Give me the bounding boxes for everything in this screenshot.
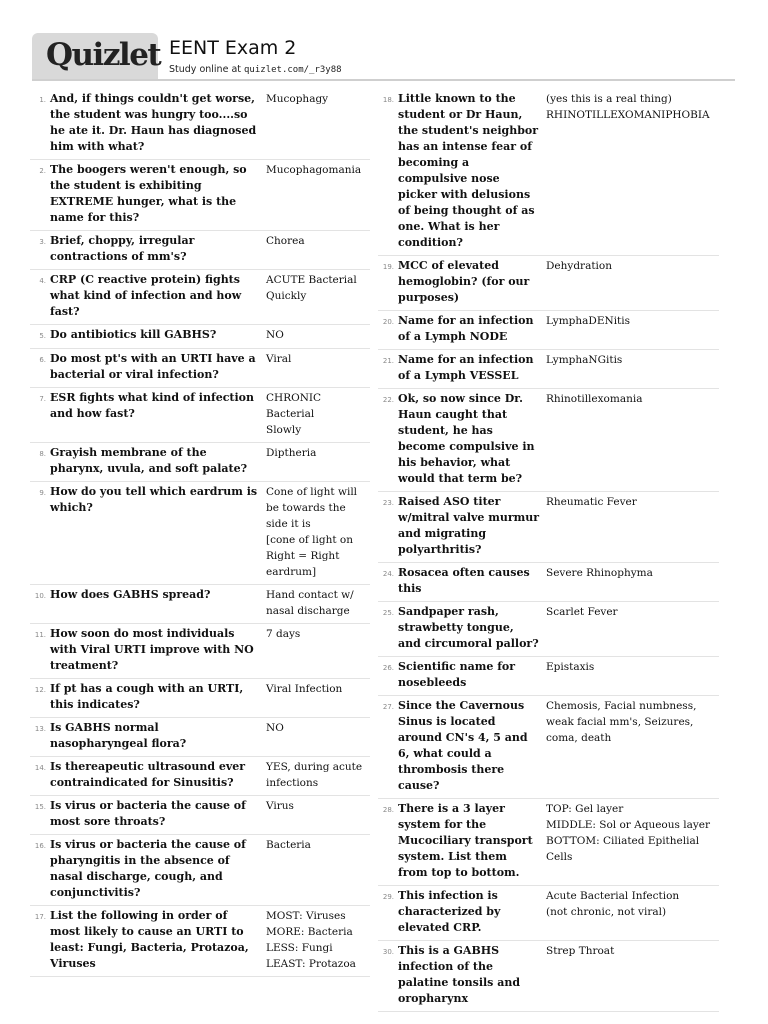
card-definition: NO	[266, 329, 284, 341]
page-header	[32, 33, 735, 80]
card-term: This infection is characterized by elevated CRP.	[398, 889, 501, 934]
card-term: This is a GABHS infection of the palatine tonsils and oropharynx	[398, 944, 521, 1005]
card-term: Grayish membrane of the pharynx, uvula, and soft palate?	[50, 446, 248, 475]
flashcard-row	[30, 757, 370, 796]
header-divider	[32, 79, 735, 81]
card-number: 6.	[39, 356, 46, 364]
card-number: 17.	[34, 913, 46, 921]
card-number: 18.	[382, 96, 394, 104]
flashcard-row	[378, 492, 719, 563]
quizlet-logo[interactable]	[32, 33, 161, 80]
flashcard-row	[30, 325, 370, 349]
card-definition: Diptheria	[266, 447, 317, 459]
card-number: 25.	[382, 609, 394, 617]
card-definition: Mucophagomania	[266, 164, 362, 176]
card-term: Brief, choppy, irregular contractions of mm's?	[50, 234, 195, 263]
card-definition: Scarlet Fever	[546, 606, 618, 618]
card-number: 4.	[39, 277, 46, 285]
card-definition: Chemosis, Facial numbness, weak facial mm's, Seizures, coma, death	[546, 700, 697, 744]
card-number: 26.	[382, 664, 394, 672]
card-number: 7.	[39, 395, 46, 403]
card-number: 12.	[34, 686, 46, 694]
flashcard-row	[30, 482, 370, 585]
card-definition: Epistaxis	[546, 661, 595, 673]
card-definition: Bacteria	[266, 839, 311, 851]
card-term: Name for an infection of a Lymph NODE	[398, 314, 534, 343]
card-definition: TOP: Gel layer MIDDLE: Sol or Aqueous layer BOTTOM: Ciliated Epithelial Cells	[546, 803, 711, 863]
card-term: Is GABHS normal nasopharyngeal flora?	[50, 721, 187, 750]
card-number: 16.	[34, 842, 46, 850]
card-definition: ACUTE Bacterial Quickly	[266, 274, 357, 302]
card-number: 11.	[34, 631, 46, 639]
card-definition: MOST: Viruses MORE: Bacteria LESS: Fungi LEAST: Protazoa	[266, 910, 356, 970]
card-number: 10.	[34, 592, 46, 600]
card-definition: YES, during acute infections	[266, 761, 363, 789]
card-term: Since the Cavernous Sinus is located around CN's 4, 5 and 6, what could a thrombosis there cause?	[398, 699, 528, 792]
flashcard-row	[378, 389, 719, 492]
card-definition: Virus	[266, 800, 294, 812]
flashcard-row	[30, 796, 370, 835]
flashcard-row	[30, 679, 370, 718]
flashcard-row	[30, 270, 370, 325]
card-definition: Viral	[266, 353, 292, 365]
flashcard-row	[30, 89, 370, 160]
card-definition: NO	[266, 722, 284, 734]
card-term: How do you tell which eardrum is which?	[50, 485, 258, 514]
card-number: 20.	[382, 318, 394, 326]
flashcard-row	[378, 563, 719, 602]
card-term: There is a 3 layer system for the Mucociliary transport system. List them from top to bottom.	[398, 802, 533, 879]
card-definition: Mucophagy	[266, 93, 329, 105]
flashcard-row	[378, 350, 719, 389]
card-term: If pt has a cough with an URTI, this indicates?	[50, 682, 244, 711]
flashcard-row	[30, 443, 370, 482]
right-card-column	[378, 89, 719, 1012]
card-definition: Chorea	[266, 235, 305, 247]
card-definition: Viral Infection	[266, 683, 343, 695]
card-definition: Rheumatic Fever	[546, 496, 637, 508]
card-number: 13.	[34, 725, 46, 733]
card-number: 23.	[382, 499, 394, 507]
card-number: 9.	[39, 489, 46, 497]
card-definition: Rhinotillexomania	[546, 393, 643, 405]
study-online-link[interactable]: quizlet.com/_r3y88	[244, 65, 342, 75]
card-number: 14.	[34, 764, 46, 772]
card-definition: Acute Bacterial Infection (not chronic, not viral)	[546, 890, 680, 918]
card-number: 2.	[39, 167, 46, 175]
card-number: 5.	[39, 332, 46, 340]
card-definition: Severe Rhinophyma	[546, 567, 653, 579]
card-number: 22.	[382, 396, 394, 404]
card-term: MCC of elevated hemoglobin? (for our purposes)	[398, 259, 530, 304]
flashcard-row	[30, 231, 370, 270]
flashcard-row	[378, 941, 719, 1012]
card-term: Raised ASO titer w/mitral valve murmur and migrating polyarthritis?	[398, 495, 540, 556]
card-definition: CHRONIC Bacterial Slowly	[266, 392, 322, 436]
card-definition: Strep Throat	[546, 945, 615, 957]
card-definition: Dehydration	[546, 260, 612, 272]
flashcard-row	[30, 718, 370, 757]
card-term: The boogers weren't enough, so the student is exhibiting EXTREME hunger, what is the name for this?	[50, 163, 247, 224]
flashcard-row	[30, 160, 370, 231]
card-term: How soon do most individuals with Viral URTI improve with NO treatment?	[50, 627, 254, 672]
page-title: EENT Exam 2	[169, 37, 297, 59]
flashcard-row	[378, 799, 719, 886]
card-term: Do antibiotics kill GABHS?	[50, 328, 217, 341]
card-term: Is virus or bacteria the cause of most sore throats?	[50, 799, 246, 828]
flashcard-row	[378, 256, 719, 311]
card-definition: LymphaDENitis	[546, 315, 631, 327]
card-term: Name for an infection of a Lymph VESSEL	[398, 353, 534, 382]
card-term: Ok, so now since Dr. Haun caught that student, he has become compulsive in his behavior, what would that term be?	[398, 392, 535, 485]
flashcard-row	[378, 657, 719, 696]
card-number: 24.	[382, 570, 394, 578]
flashcard-row	[378, 602, 719, 657]
logo-text: Quizlet	[46, 37, 161, 73]
flashcard-row	[30, 349, 370, 388]
card-definition: Cone of light will be towards the side it is [cone of light on Right = Right eardrum]	[266, 486, 358, 578]
card-definition: 7 days	[266, 628, 301, 640]
flashcard-row	[30, 585, 370, 624]
card-term: List the following in order of most likely to cause an URTI to least: Fungi, Bacteria, Protazoa, Viruses	[50, 909, 249, 970]
card-term: CRP (C reactive protein) fights what kind of infection and how fast?	[50, 273, 242, 318]
card-term: And, if things couldn't get worse, the student was hungry too....so he ate it. Dr. Haun has diagnosed him with what?	[50, 92, 257, 153]
card-definition: (yes this is a real thing) RHINOTILLEXOMANIPHOBIA	[546, 93, 710, 121]
card-term: Do most pt's with an URTI have a bacterial or viral infection?	[50, 352, 256, 381]
card-number: 29.	[382, 893, 394, 901]
card-number: 28.	[382, 806, 394, 814]
card-number: 8.	[39, 450, 46, 458]
flashcard-row	[30, 906, 370, 977]
flashcard-row	[378, 696, 719, 799]
flashcard-row	[30, 624, 370, 679]
study-online-line	[169, 64, 342, 75]
card-term: Sandpaper rash, strawbetty tongue, and circumoral pallor?	[398, 605, 539, 650]
card-number: 15.	[34, 803, 46, 811]
card-number: 21.	[382, 357, 394, 365]
flashcard-row	[378, 89, 719, 256]
card-term: ESR fights what kind of infection and how fast?	[50, 391, 255, 420]
card-term: Rosacea often causes this	[398, 566, 530, 595]
card-definition: LymphaNGitis	[546, 354, 623, 366]
card-definition: Hand contact w/ nasal discharge	[266, 589, 354, 617]
left-card-column	[30, 89, 370, 977]
flashcard-row	[378, 311, 719, 350]
flashcard-row	[30, 835, 370, 906]
card-number: 19.	[382, 263, 394, 271]
card-number: 1.	[39, 96, 46, 104]
card-term: How does GABHS spread?	[50, 588, 211, 601]
flashcard-row	[30, 388, 370, 443]
study-online-label: Study online at	[169, 64, 245, 75]
card-number: 30.	[382, 948, 394, 956]
card-number: 3.	[39, 238, 46, 246]
card-term: Is virus or bacteria the cause of pharyngitis in the absence of nasal discharge, cough, and conjunctivitis?	[50, 838, 246, 899]
card-term: Scientific name for nosebleeds	[398, 660, 516, 689]
flashcard-row	[378, 886, 719, 941]
card-number: 27.	[382, 703, 394, 711]
card-term: Is thereapeutic ultrasound ever contraindicated for Sinusitis?	[50, 760, 246, 789]
card-term: Little known to the student or Dr Haun, the student's neighbor has an intense fear of becoming a compulsive nose picker with delusions of being thought of as one. What is her condition?	[398, 92, 539, 249]
